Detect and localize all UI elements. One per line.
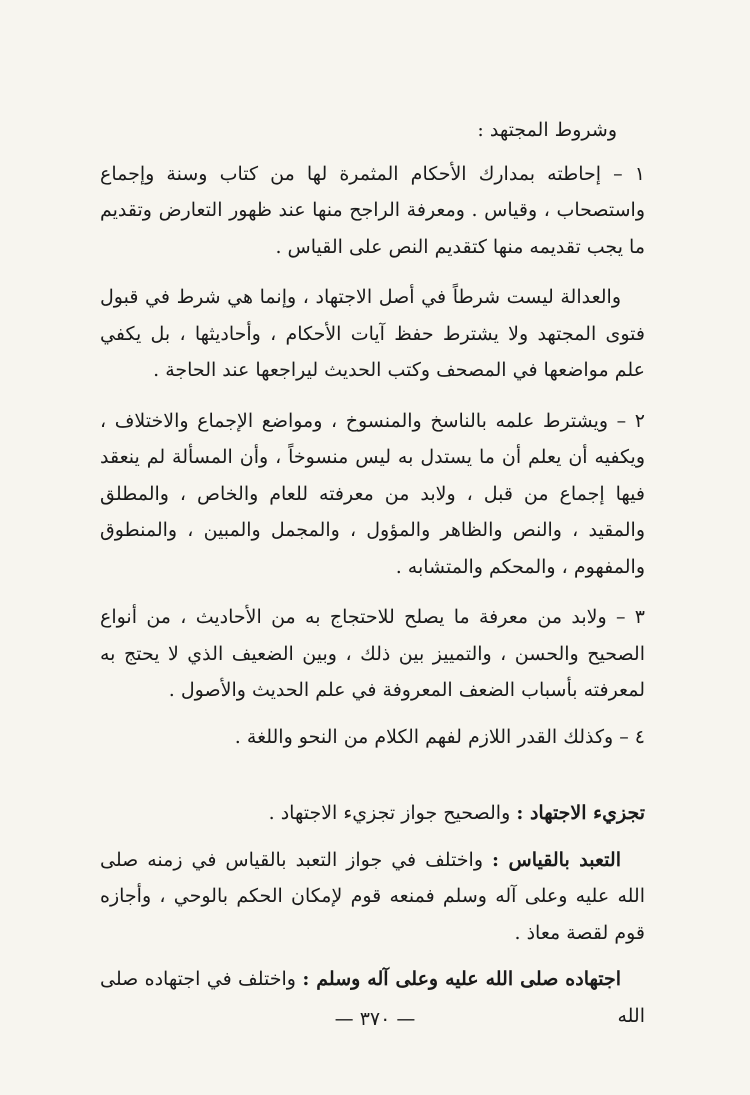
tajzi-text: والصحيح جواز تجزيء الاجتهاد . <box>268 802 517 824</box>
condition-2: ٢ – ويشترط علمه بالناسخ والمنسوخ ، ومواضع الإجماع والاختلاف ، ويكفيه أن يعلم أن ما يستدل به ليس منسوخاً ، وأن المسألة لم ينعقد فيها إجماع من قبل ، ولابد من معرفته للعام والخاص ، والمطلق والمقيد ، والنص والظاهر والمؤول ، والمجمل والمبين ، والمنطوق والمفهوم ، والمحكم والمتشابه . <box>100 409 645 578</box>
ijtihad-text: واختلف في اجتهاده صلى الله <box>100 968 645 1027</box>
page-number: — ٣٧٠ — <box>334 1008 416 1030</box>
ijtihad-title: اجتهاده صلى الله عليه وعلى آله وسلم : <box>302 968 621 990</box>
condition-3: ٣ – ولابد من معرفة ما يصلح للاحتجاج به من الأحاديث ، من أنواع الصحيح والحسن ، والتمييز بين ذلك ، وبين الضعيف الذي لا يحتج به لمعرفته بأسباب الضعف المعروفة في علم الحديث والأصول . <box>100 606 645 701</box>
taabbud-paragraph <box>100 842 645 952</box>
tajzi-title: تجزيء الاجتهاد : <box>516 802 645 824</box>
page-title: وشروط المجتهد : <box>477 119 617 141</box>
taabbud-title: التعبد بالقياس : <box>491 848 621 871</box>
condition-1: ١ – إحاطته بمدارك الأحكام المثمرة لها من كتاب وسنة وإجماع واستصحاب ، وقياس . ومعرفة الراجح منها عند ظهور التعارض وتقديم ما يجب تقديمه منها كتقديم النص على القياس . <box>100 162 645 258</box>
page-body <box>100 112 645 1034</box>
taabbud-text: واختلف في جواز التعبد بالقياس في زمنه صلى الله عليه وعلى آله وسلم فمنعه قوم لإمكان الحكم بالوحي ، وأجازه قوم لقصة معاذ . <box>100 848 645 944</box>
condition-4: ٤ – وكذلك القدر اللازم لفهم الكلام من النحو واللغة . <box>234 725 645 748</box>
justice-paragraph: والعدالة ليست شرطاً في أصل الاجتهاد ، وإنما هي شرط في قبول فتوى المجتهد ولا يشترط حفظ آيات الأحكام ، وأحاديثها ، بل يكفي علم مواضعها في المصحف وكتب الحديث ليراجعها عند الحاجة . <box>100 286 645 381</box>
tajzi-paragraph <box>100 795 645 832</box>
